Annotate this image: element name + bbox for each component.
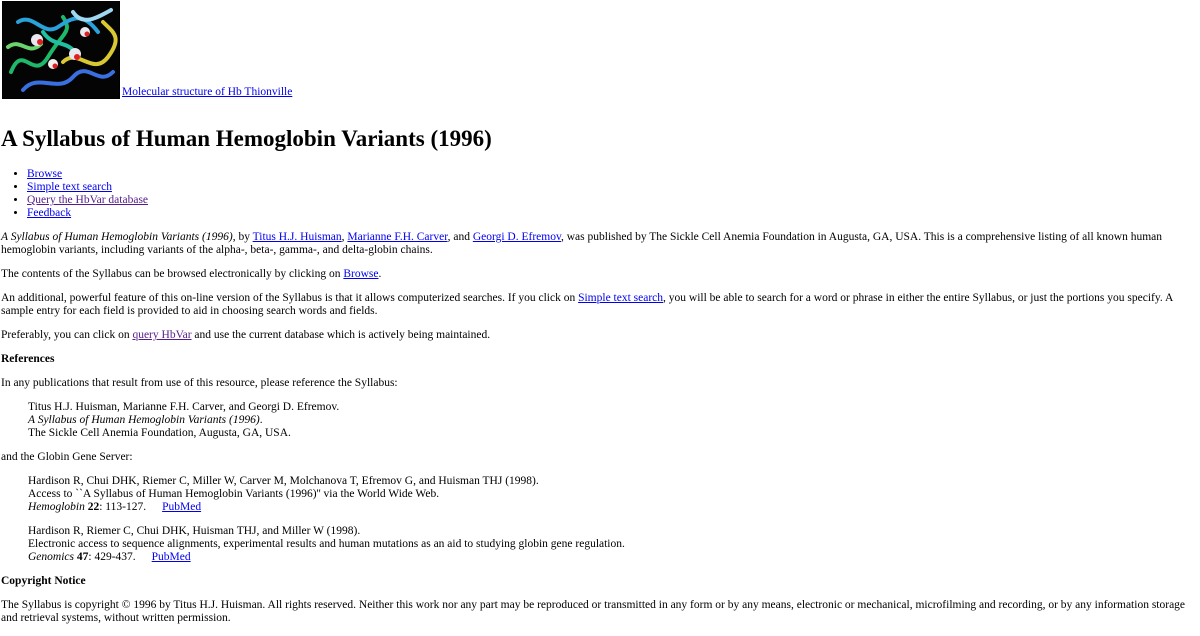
query-text: Preferably, you can click on bbox=[1, 329, 133, 341]
globin-reference-2 bbox=[28, 525, 1197, 564]
intro-by: , by bbox=[232, 231, 253, 243]
globin-reference-1 bbox=[28, 475, 1197, 514]
query-text-end: and use the current database which is actively being maintained. bbox=[191, 329, 491, 341]
ref1-journal: Hemoglobin bbox=[28, 501, 85, 513]
nav-item-query-hbvar bbox=[27, 194, 148, 207]
ref1-title: Access to ``A Syllabus of Human Hemoglobin Variants (1996)'' via the World Wide Web. bbox=[28, 488, 440, 500]
query-hbvar-link[interactable]: query HbVar bbox=[132, 329, 192, 341]
search-text: An additional, powerful feature of this on-line version of the Syllabus is that it allows computerized searches. If you click on bbox=[1, 292, 579, 304]
nav-link-browse[interactable]: Browse bbox=[27, 168, 63, 180]
references-intro: In any publications that result from use of this resource, please reference the Syllabus: bbox=[1, 377, 398, 389]
globin-intro: and the Globin Gene Server: bbox=[1, 451, 133, 463]
intro-paragraph bbox=[1, 231, 1197, 257]
ref2-volume: 47 bbox=[76, 551, 89, 563]
molecular-structure-image[interactable] bbox=[2, 1, 120, 99]
ref2-title: Electronic access to sequence alignments, experimental results and human mutations as an aid to studying globin gene regulation. bbox=[28, 538, 625, 550]
query-paragraph bbox=[1, 329, 1197, 342]
nav-item-feedback bbox=[27, 207, 148, 220]
ref2-pubmed-link[interactable]: PubMed bbox=[151, 551, 191, 563]
browse-link[interactable]: Browse bbox=[343, 268, 379, 280]
browse-paragraph bbox=[1, 268, 1197, 281]
syllabus-ref-authors: Titus H.J. Huisman, Marianne F.H. Carver, and Georgi D. Efremov. bbox=[28, 401, 340, 413]
simple-search-link[interactable]: Simple text search bbox=[578, 292, 664, 304]
syllabus-ref-publisher: The Sickle Cell Anemia Foundation, Augusta, GA, USA. bbox=[28, 427, 291, 439]
browse-text-end: . bbox=[378, 268, 382, 280]
molecule-picture bbox=[3, 2, 119, 98]
nav-link-feedback[interactable]: Feedback bbox=[27, 207, 72, 219]
ref1-volume: 22 bbox=[87, 501, 100, 513]
main-content bbox=[1, 231, 1197, 636]
syllabus-reference bbox=[28, 401, 1197, 440]
book-title: A Syllabus of Human Hemoglobin Variants (1996) bbox=[1, 231, 233, 243]
intro-sep2: , and bbox=[447, 231, 473, 243]
nav-item-browse bbox=[27, 168, 148, 181]
ref2-pages: : 429-437. bbox=[88, 551, 136, 563]
search-text-end: , you will be able to search for a word or phrase in either the entire Syllabus, or just the portions you specify. A sample entry for each field is provided to aid in choosing search words and fields. bbox=[1, 292, 1173, 317]
copyright-text: The Syllabus is copyright © 1996 by Titus H.J. Huisman. All rights reserved. Neither this work nor any part may be reproduced or transmitted in any form or by any means, electronic or mechanical, microfilming and recording, or by any information storage and retrieval systems, without written permission. bbox=[1, 599, 1186, 624]
nav-item-simple-search bbox=[27, 181, 148, 194]
molecular-structure-link[interactable]: Molecular structure of Hb Thionville bbox=[122, 86, 293, 98]
references-heading: References bbox=[1, 353, 55, 365]
syllabus-ref-title-end: . bbox=[259, 414, 263, 426]
search-paragraph bbox=[1, 292, 1197, 318]
ref2-authors: Hardison R, Riemer C, Chui DHK, Huisman THJ, and Miller W (1998). bbox=[28, 525, 361, 537]
nav-link-simple-search[interactable]: Simple text search bbox=[27, 181, 112, 193]
author-link-carver[interactable]: Marianne F.H. Carver bbox=[347, 231, 448, 243]
intro-sep1: , bbox=[341, 231, 348, 243]
nav-list bbox=[0, 168, 148, 220]
syllabus-ref-title: A Syllabus of Human Hemoglobin Variants (1996) bbox=[28, 414, 260, 426]
ref1-authors: Hardison R, Chui DHK, Riemer C, Miller W, Carver M, Molchanova T, Efremov G, and Huisman THJ (1998). bbox=[28, 475, 539, 487]
author-link-efremov[interactable]: Georgi D. Efremov bbox=[472, 231, 561, 243]
ref1-pubmed-link[interactable]: PubMed bbox=[162, 501, 202, 513]
intro-rest: , was published by The Sickle Cell Anemia Foundation in Augusta, GA, USA. This is a comprehensive listing of all known human hemoglobin variants, including variants of the alpha-, beta-, gamma-, and delta-globin chains. bbox=[1, 231, 1163, 256]
browse-text: The contents of the Syllabus can be browsed electronically by clicking on bbox=[1, 268, 344, 280]
nav-link-query-hbvar[interactable]: Query the HbVar database bbox=[27, 194, 149, 206]
ref2-journal: Genomics bbox=[28, 551, 74, 563]
copyright-heading: Copyright Notice bbox=[1, 575, 86, 587]
page-title: A Syllabus of Human Hemoglobin Variants (1996) bbox=[1, 126, 492, 151]
author-link-huisman[interactable]: Titus H.J. Huisman bbox=[252, 231, 342, 243]
ref1-pages: : 113-127. bbox=[99, 501, 147, 513]
